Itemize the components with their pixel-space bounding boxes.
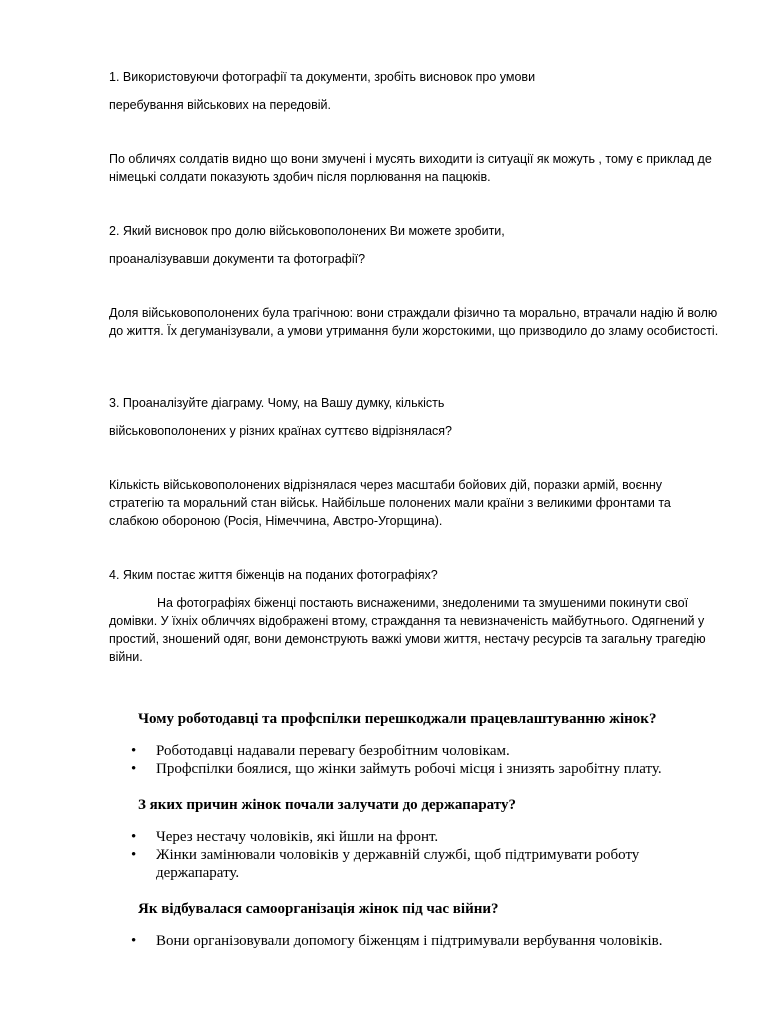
list-item-text: Через нестачу чоловіків, які йшли на фронт.: [156, 829, 439, 845]
list-item: [109, 760, 709, 778]
bullet-icon: •: [131, 847, 137, 863]
women-heading-3: Як відбувалася самоорганізація жінок під час війни?: [138, 901, 499, 917]
q4-line1: 4. Яким постає життя біженців на поданих фотографіях?: [109, 568, 438, 582]
q3-line2: військовополонених у різних країнах суттєво відрізнялася?: [109, 424, 452, 438]
q1-line1: 1. Використовуючи фотографії та документи, зробіть висновок про умови: [109, 70, 536, 84]
list-item: [109, 742, 709, 760]
q2-line1: 2. Який висновок про долю військовополонених Ви можете зробити,: [109, 224, 505, 238]
women-list-3: [109, 932, 709, 950]
women-list-1: [109, 742, 709, 778]
bullet-icon: •: [131, 933, 137, 949]
q2-answer: Доля військовополонених була трагічною: вони страждали фізично та морально, втрачали надію й волю до життя. Їх дегуманізували, а умови утримання були жорстокими, що призводило до зламу особистості.: [109, 306, 719, 338]
list-item: [109, 932, 709, 950]
bullet-icon: •: [131, 829, 137, 845]
list-item: [109, 828, 699, 846]
bullet-icon: •: [131, 743, 137, 759]
q3-answer: Кількість військовополонених відрізнялася через масштаби бойових дій, поразки армій, воєнну стратегію та моральний стан військ. Найбільше полонених мали країни з великими фронтами та слабкою обороною (Росія, Німеччина, Австро-Угорщина).: [109, 478, 671, 528]
q1-line2: перебування військових на передовій.: [109, 98, 331, 112]
women-heading-2: З яких причин жінок почали залучати до держапарату?: [138, 797, 516, 813]
q4-answer: На фотографіях біженці постають виснаженими, знедоленими та змушеними покинути свої домівки. У їхніх обличчях відображені втому, страждання та невизначеність майбутнього. Одягнений у простий, зношений одяг, вони демонструють важкі умови життя, нестачу ресурсів та загальну трагедію війни.: [109, 596, 706, 664]
women-heading-1: Чому роботодавці та профспілки перешкоджали працевлаштуванню жінок?: [138, 711, 657, 727]
women-list-2: [109, 828, 699, 882]
q1-answer: По обличях солдатів видно що вони змучені і мусять виходити із ситуації як можуть , тому є приклад де німецькі солдати показують здобич після порлювання на пацюків.: [109, 152, 712, 184]
list-item-text: Профспілки боялися, що жінки займуть робочі місця і знизять заробітну плату.: [156, 761, 662, 777]
q3-line1: 3. Проаналізуйте діаграму. Чому, на Вашу думку, кількість: [109, 396, 445, 410]
bullet-icon: •: [131, 761, 137, 777]
q2-line2: проаналізувавши документи та фотографії?: [109, 252, 366, 266]
list-item: [109, 846, 699, 882]
list-item-text: Жінки замінювали чоловіків у державній службі, щоб підтримувати роботу держапарату.: [156, 847, 640, 881]
list-item-text: Роботодавці надавали перевагу безробітним чоловікам.: [156, 743, 510, 759]
list-item-text: Вони організовували допомогу біженцям і підтримували вербування чоловіків.: [156, 933, 663, 949]
